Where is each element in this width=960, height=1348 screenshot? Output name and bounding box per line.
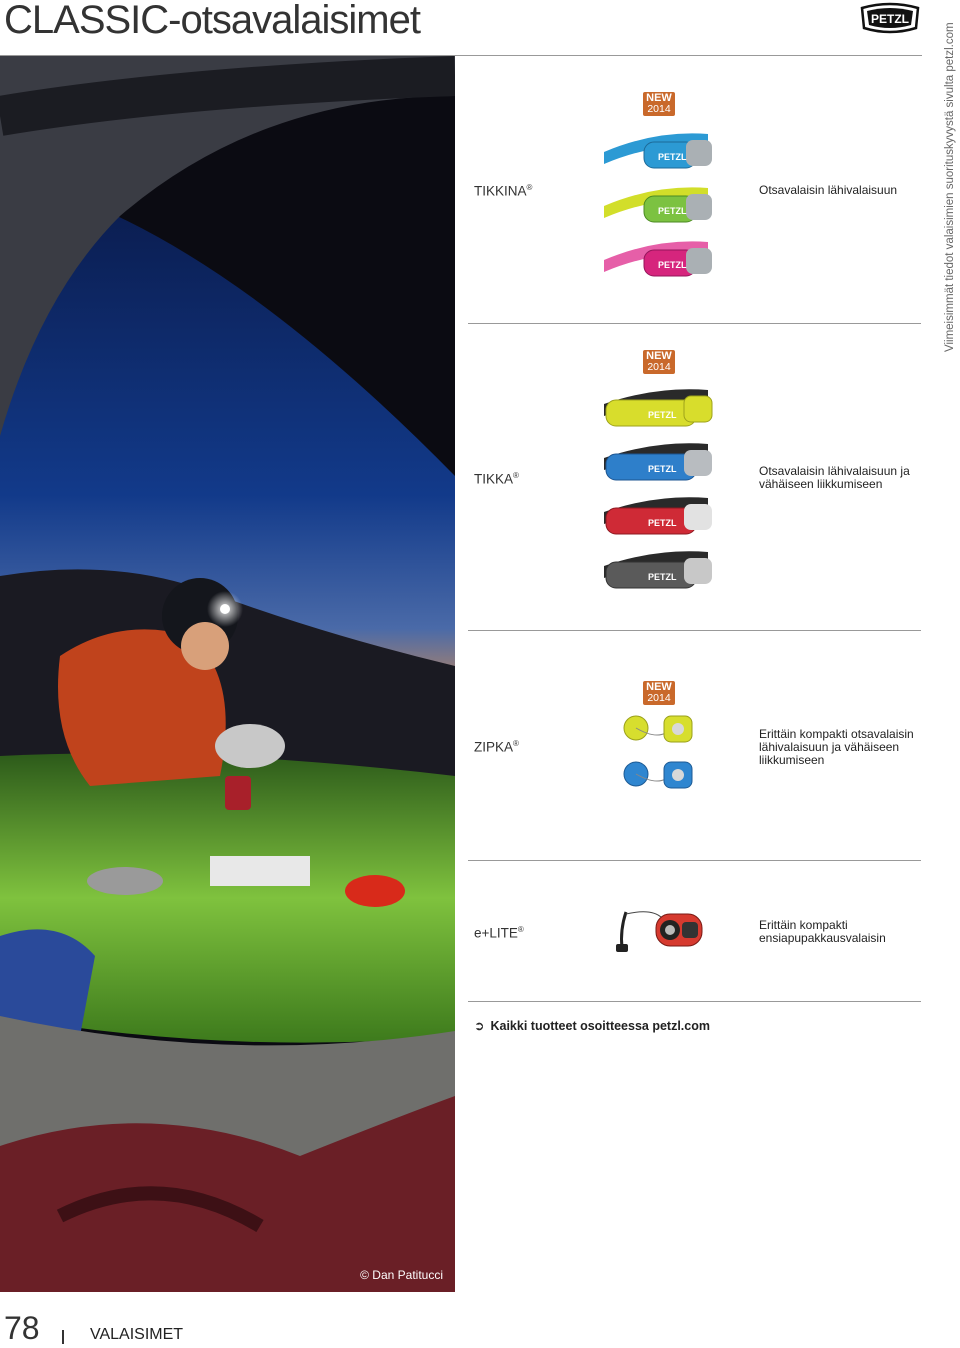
new-2014-badge: NEW 2014 <box>643 92 675 116</box>
section-rule <box>468 630 921 631</box>
headlamp-blue <box>624 762 692 788</box>
svg-text:PETZL: PETZL <box>871 12 909 26</box>
product-name-tikkina: TIKKINA® <box>474 183 533 199</box>
new-2014-badge: NEW 2014 <box>643 681 675 705</box>
section-rule <box>468 323 921 324</box>
product-desc-zipka: Erittäin kompakti otsavalaisin lähivalaisuun ja vähäiseen liikkumiseen <box>759 727 914 767</box>
svg-text:PETZL: PETZL <box>658 206 687 216</box>
product-desc-elite: Erittäin kompakti ensiapupakkausvalaisin <box>759 918 886 945</box>
arrow-right-icon: ➲ <box>474 1019 485 1033</box>
headlamp-grey <box>604 551 712 588</box>
page-number: 78 <box>4 1310 40 1346</box>
footer-divider <box>62 1330 64 1344</box>
headlamp-yellow <box>604 389 712 426</box>
photo-credit: © Dan Patitucci <box>360 1268 443 1282</box>
headlamp-pink <box>604 241 712 276</box>
svg-text:PETZL: PETZL <box>658 152 687 162</box>
svg-text:PETZL: PETZL <box>648 518 677 528</box>
tikkina-headlamps-image <box>596 122 726 282</box>
product-name-zipka: ZIPKA® <box>474 739 519 755</box>
headlamp-yellow <box>624 716 692 742</box>
headlamp-green <box>604 187 712 222</box>
svg-text:PETZL: PETZL <box>648 410 677 420</box>
product-desc-tikkina: Otsavalaisin lähivalaisuun <box>759 183 898 197</box>
camping-photo <box>0 56 455 1292</box>
product-name-elite: e+LITE® <box>474 925 524 941</box>
side-note: Viimeisimmät tiedot valaisimien suorituskyvystä sivulta petzl.com <box>944 22 956 352</box>
page-title: CLASSIC-otsavalaisimet <box>4 0 420 42</box>
headlamp-blue <box>604 443 712 480</box>
new-2014-badge: NEW 2014 <box>643 350 675 374</box>
section-label: VALAISIMET <box>90 1326 184 1343</box>
product-desc-tikka: Otsavalaisin lähivalaisuun ja vähäiseen liikkumiseen <box>759 464 910 491</box>
headlamp-red <box>604 497 712 534</box>
petzl-logo <box>858 2 922 34</box>
svg-text:PETZL: PETZL <box>648 572 677 582</box>
svg-text:PETZL: PETZL <box>658 260 687 270</box>
all-products-link[interactable]: ➲ Kaikki tuotteet osoitteessa petzl.com <box>474 1019 710 1033</box>
tikka-headlamps-image <box>596 382 726 594</box>
elite-headlamp-image <box>612 906 708 956</box>
svg-text:PETZL: PETZL <box>648 464 677 474</box>
section-rule <box>468 860 921 861</box>
headlamp-blue <box>604 133 712 168</box>
zipka-headlamps-image <box>620 712 700 802</box>
section-rule <box>468 1001 921 1002</box>
product-name-tikka: TIKKA® <box>474 471 519 487</box>
